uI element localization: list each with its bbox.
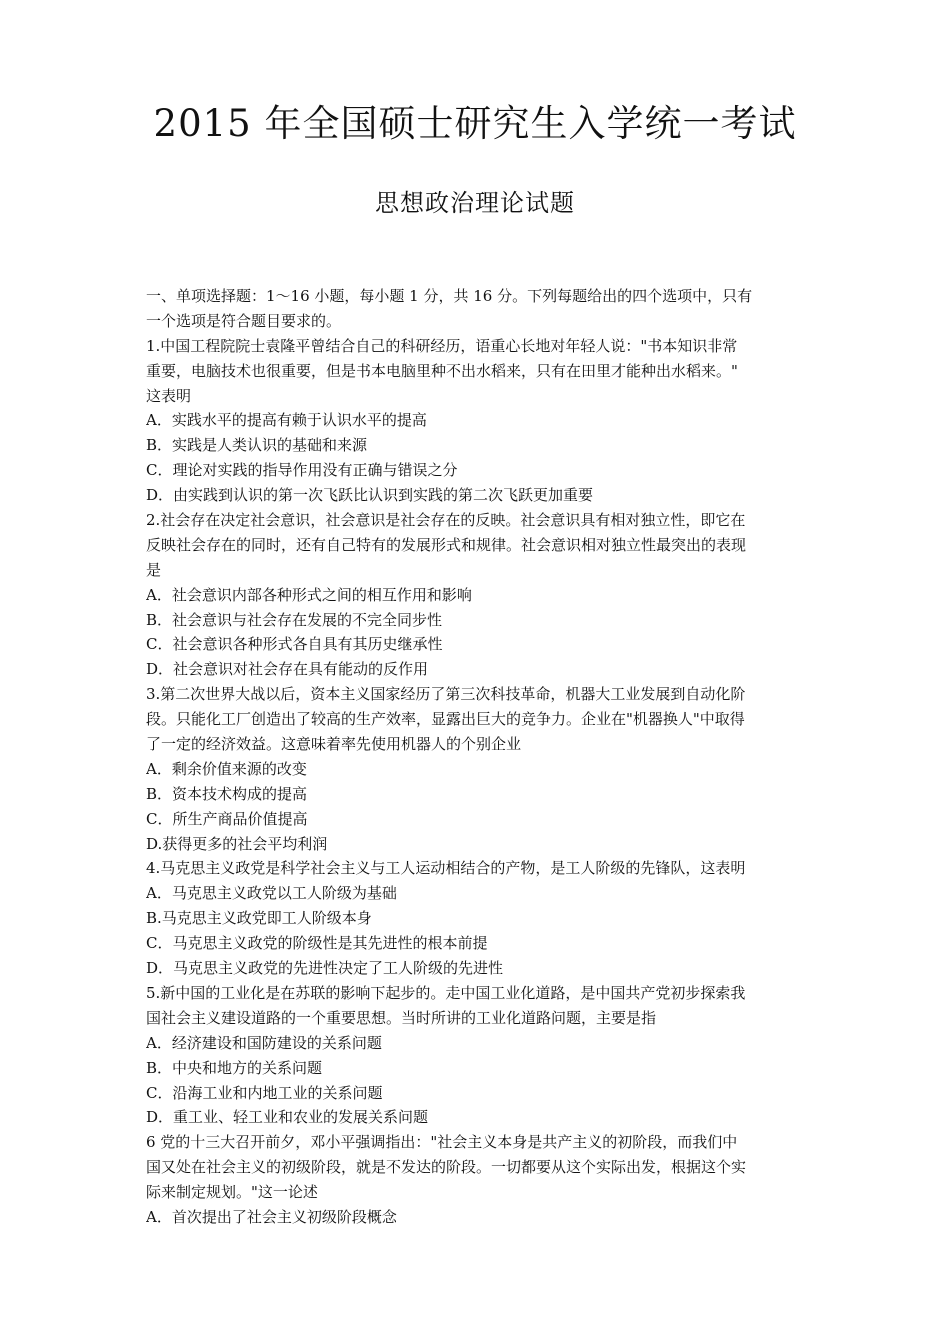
text-line: C．沿海工业和内地工业的关系问题 [146,1083,383,1102]
text-line: D．重工业、轻工业和农业的发展关系问题 [146,1108,429,1127]
text-line: 际来制定规划。"这一论述 [146,1183,318,1202]
text-line: 段。只能化工厂创造出了较高的生产效率，显露出巨大的竞争力。企业在"机器换人"中取得 [146,710,745,729]
text-line: B．中央和地方的关系问题 [146,1058,323,1077]
text-line: 这表明 [146,386,192,405]
text-line: 3.第二次世界大战以后，资本主义国家经历了第三次科技革命，机器大工业发展到自动化阶 [146,685,746,704]
text-line: D.获得更多的社会平均利润 [146,834,328,853]
text-line: A．剩余价值来源的改变 [146,759,307,778]
text-line: 反映社会存在的同时，还有自己特有的发展形式和规律。社会意识相对独立性最突出的表现 [146,535,747,554]
text-line: B.马克思主义政党即工人阶级本身 [146,909,372,928]
text-line: C．社会意识各种形式各自具有其历史继承性 [146,635,443,654]
text-line: 4.马克思主义政党是科学社会主义与工人运动相结合的产物，是工人阶级的先锋队，这表明 [146,859,746,878]
text-line: 1.中国工程院院士袁隆平曾结合自己的科研经历，语重心长地对年轻人说："书本知识非常 [146,336,738,355]
text-line: D．马克思主义政党的先进性决定了工人阶级的先进性 [146,959,504,978]
question-body [146,284,810,1230]
text-line: 国社会主义建设道路的一个重要思想。当时所讲的工业化道路问题，主要是指 [146,1008,657,1027]
text-line: 5.新中国的工业化是在苏联的影响下起步的。走中国工业化道路，是中国共产党初步探索我 [146,983,746,1002]
text-line: D．社会意识对社会存在具有能动的反作用 [146,660,429,679]
text-line: 一、单项选择题：1～16 小题，每小题 1 分，共 16 分。下列每题给出的四个选项中，只有 [146,287,753,305]
text-line: 是 [146,560,162,579]
text-line: A．首次提出了社会主义初级阶段概念 [146,1207,397,1226]
text-line: 一个选项是符合题目要求的。 [146,311,342,330]
text-line: B．实践是人类认识的基础和来源 [146,436,368,455]
text-line: 国又处在社会主义的初级阶段，就是不发达的阶段。一切都要从这个实际出发，根据这个实 [146,1158,747,1177]
text-line: 了一定的经济效益。这意味着率先使用机器人的个别企业 [146,735,522,754]
text-line: A．社会意识内部各种形式之间的相互作用和影响 [146,585,472,604]
text-line: C．所生产商品价值提高 [146,809,308,828]
text-line: A．实践水平的提高有赖于认识水平的提高 [146,411,427,430]
text-line: A．经济建设和国防建设的关系问题 [146,1033,382,1052]
text-line: D．由实践到认识的第一次飞跃比认识到实践的第二次飞跃更加重要 [146,486,594,505]
text-line: B．资本技术构成的提高 [146,784,308,803]
text-line: C．理论对实践的指导作用没有正确与错误之分 [146,461,458,480]
exam-subtitle: 思想政治理论试题 [375,189,575,217]
text-line: 6 党的十三大召开前夕，邓小平强调指出："社会主义本身是共产主义的初阶段，而我们中 [146,1133,738,1152]
text-line: A．马克思主义政党以工人阶级为基础 [146,884,397,903]
text-line: B．社会意识与社会存在发展的不完全同步性 [146,610,443,629]
text-line: 重要，电脑技术也很重要，但是书本电脑里种不出水稻来，只有在田里才能种出水稻来。" [146,361,738,380]
text-line: 2.社会存在决定社会意识，社会意识是社会存在的反映。社会意识具有相对独立性，即它在 [146,511,746,530]
text-line: C．马克思主义政党的阶级性是其先进性的根本前提 [146,934,488,953]
exam-title: 2015 年全国硕士研究生入学统一考试 [153,102,797,145]
